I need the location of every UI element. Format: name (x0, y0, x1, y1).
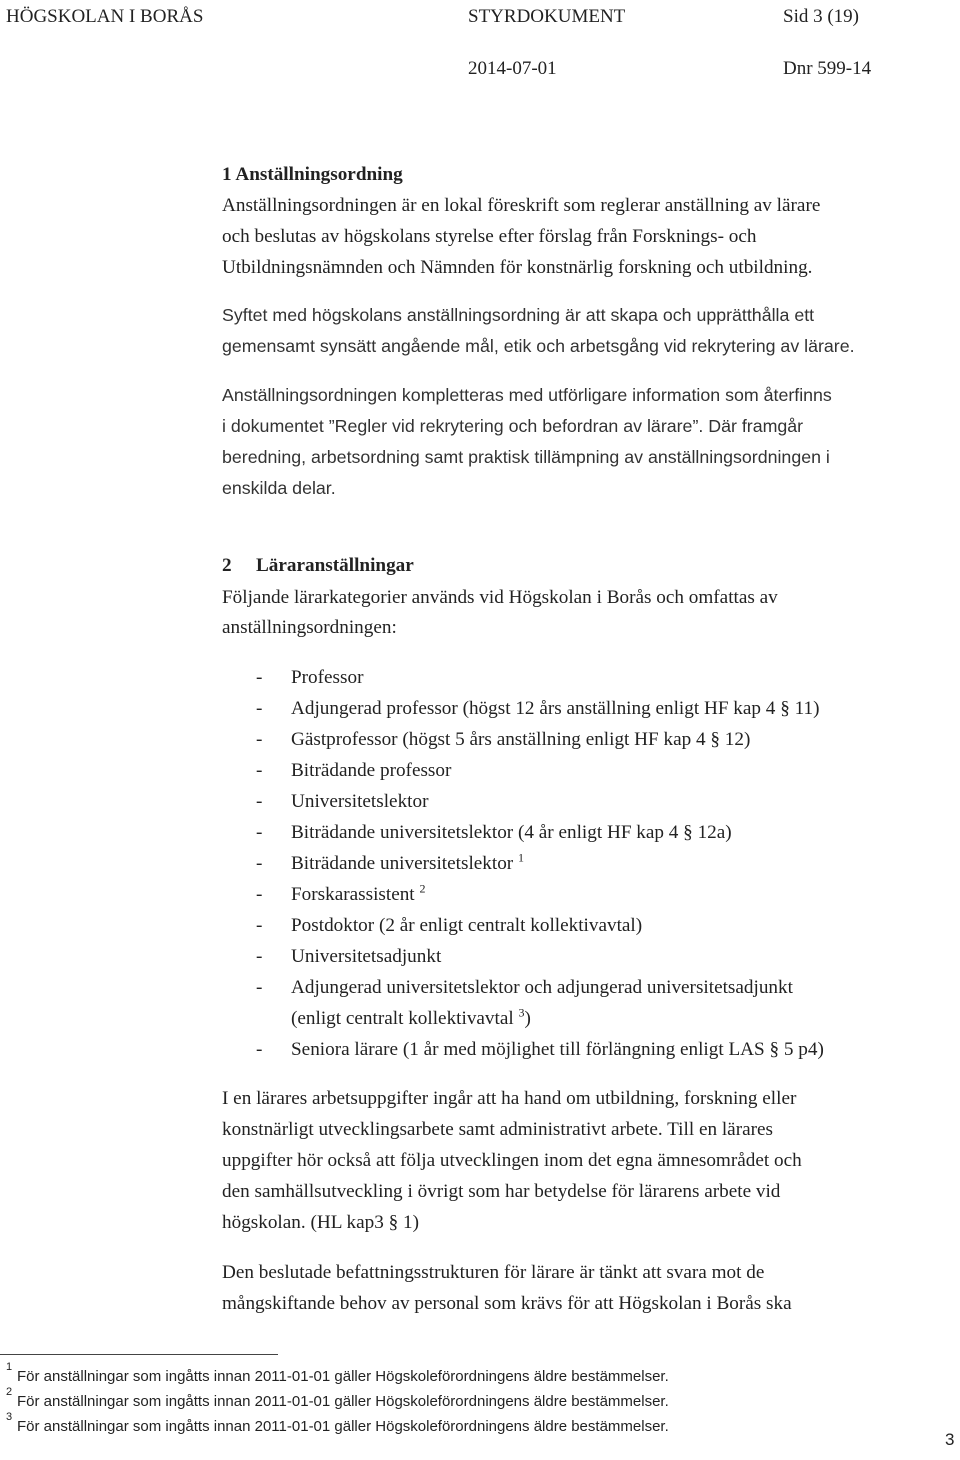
list-item-text (291, 698, 819, 720)
list-bullet: - (256, 791, 263, 812)
paragraph-line: Följande lärarkategorier används vid Högskolan i Borås och omfattas av (222, 587, 778, 608)
list-item-text (291, 915, 642, 937)
list-bullet: - (256, 977, 263, 998)
header-doctype: STYRDOKUMENT (468, 6, 626, 27)
list-item-text (291, 977, 793, 999)
list-item-label: Postdoktor (2 år enligt centralt kollektivavtal) (291, 915, 643, 936)
footnote-number: 1 (6, 1361, 13, 1373)
paragraph-line: anställningsordningen: (222, 617, 397, 638)
list-item-label: Universitetsadjunkt (291, 946, 442, 967)
paragraph-line: i dokumentet ”Regler vid rekrytering och befordran av lärare”. Där framgår (222, 416, 804, 436)
list-item-tail: ) (524, 1008, 531, 1029)
footnote-text: För anställningar som ingåtts innan 2011-01-01 gäller Högskoleförordningens äldre bestämmelser. (17, 1368, 669, 1385)
footnote-ref: 1 (518, 850, 524, 865)
footnote-ref: 2 (419, 881, 426, 896)
section-2-heading: Läraranställningar (256, 555, 414, 576)
list-item-text (291, 881, 426, 906)
list-item-label: Universitetslektor (291, 791, 429, 812)
list-item-label: (enligt centralt kollektivavtal (291, 1008, 519, 1029)
paragraph-line: mångskiftande behov av personal som krävs för att Högskolan i Borås ska (222, 1293, 792, 1314)
footnote-ref: 3 (518, 1005, 525, 1020)
list-item-text (291, 946, 441, 968)
list-bullet: - (256, 760, 263, 781)
page-number: 3 (945, 1430, 955, 1449)
footnote-number: 2 (6, 1386, 13, 1398)
footnote-text: För anställningar som ingåtts innan 2011-01-01 gäller Högskoleförordningens äldre bestämmelser. (17, 1393, 669, 1410)
list-item-label: Adjungerad universitetslektor och adjungerad universitetsadjunkt (291, 977, 793, 998)
list-bullet: - (256, 1039, 263, 1060)
header-date: 2014-07-01 (468, 58, 557, 79)
list-bullet: - (256, 853, 263, 874)
paragraph-line: högskolan. (HL kap3 § 1) (222, 1212, 419, 1233)
list-item-label: Gästprofessor (högst 5 års anställning enligt HF kap 4 § 12) (291, 729, 751, 750)
footnote-number: 3 (6, 1411, 13, 1423)
paragraph-line: I en lärares arbetsuppgifter ingår att ha hand om utbildning, forskning eller (222, 1088, 797, 1109)
header-page: Sid 3 (19) (783, 6, 859, 27)
footnote-text: För anställningar som ingåtts innan 2011-01-01 gäller Högskoleförordningens äldre bestämmelser. (17, 1418, 669, 1435)
list-item-text (291, 822, 732, 844)
list-item-label: Seniora lärare (1 år med möjlighet till förlängning enligt LAS § 5 p4) (291, 1039, 824, 1060)
list-item-label: Forskarassistent (291, 884, 420, 905)
paragraph-line: gemensamt synsätt angående mål, etik och arbetsgång vid rekrytering av lärare. (222, 336, 855, 356)
list-item-label: Professor (291, 667, 364, 688)
list-item-text (291, 791, 428, 813)
paragraph-line: Den beslutade befattningsstrukturen för lärare är tänkt att svara mot de (222, 1262, 765, 1283)
header-org: HÖGSKOLAN I BORÅS (6, 6, 204, 27)
paragraph-line: konstnärligt utvecklingsarbete samt administrativt arbete. Till en lärares (222, 1119, 773, 1140)
list-item-label: Biträdande universitetslektor (4 år enligt HF kap 4 § 12a) (291, 822, 732, 843)
paragraph-line: uppgifter hör också att följa utvecklingen inom det egna ämnesområdet och (222, 1150, 802, 1171)
list-item-label: Adjungerad professor (högst 12 års anställning enligt HF kap 4 § 11) (291, 698, 820, 719)
list-item-text (291, 1039, 824, 1061)
header-dnr: Dnr 599-14 (783, 58, 872, 79)
list-item-text (291, 850, 524, 875)
list-item-text (291, 760, 451, 782)
list-bullet: - (256, 698, 263, 719)
list-item-text (291, 729, 750, 751)
paragraph-line: och beslutas av högskolans styrelse efter förslag från Forsknings- och (222, 226, 757, 247)
list-item-text (291, 1005, 531, 1030)
paragraph-line: enskilda delar. (222, 478, 336, 498)
list-item-label: Biträdande universitetslektor (291, 853, 518, 874)
list-bullet: - (256, 667, 263, 688)
paragraph-line: Utbildningsnämnden och Nämnden för konstnärlig forskning och utbildning. (222, 257, 813, 278)
list-item-text (291, 667, 363, 689)
list-bullet: - (256, 729, 263, 750)
list-bullet: - (256, 915, 263, 936)
paragraph-line: Anställningsordningen kompletteras med utförligare information som återfinns (222, 385, 832, 405)
paragraph-line: beredning, arbetsordning samt praktisk tillämpning av anställningsordningen i (222, 447, 830, 467)
section-1-heading: 1 Anställningsordning (222, 164, 403, 185)
list-bullet: - (256, 884, 263, 905)
paragraph-line: Anställningsordningen är en lokal föreskrift som reglerar anställning av lärare (222, 195, 821, 216)
list-item-label: Biträdande professor (291, 760, 452, 781)
list-bullet: - (256, 946, 263, 967)
paragraph-line: den samhällsutveckling i övrigt som har betydelse för lärarens arbete vid (222, 1181, 781, 1202)
paragraph-line: Syftet med högskolans anställningsordning är att skapa och upprätthålla ett (222, 305, 815, 325)
list-bullet: - (256, 822, 263, 843)
footnote-separator (0, 1354, 278, 1355)
section-2-heading-number: 2 (222, 555, 232, 576)
